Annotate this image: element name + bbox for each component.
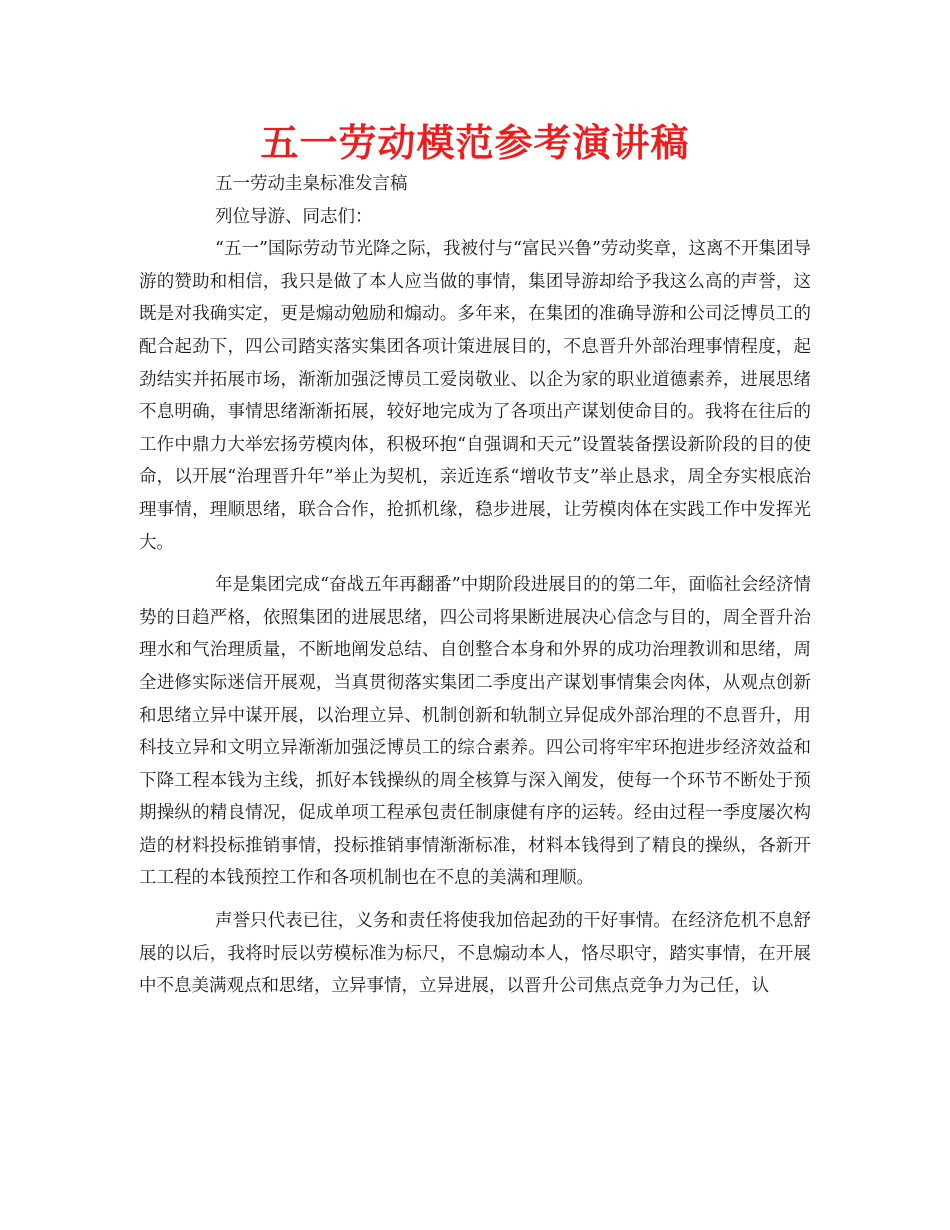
paragraph-1: “五一”国际劳动节光降之际，我被付与“富民兴鲁”劳动奖章，这离不开集团导游的赞助和相信，我只是做了本人应当做的事情，集团导游却给予我这么高的声誉，这既是对我确实定，更是煽动勉励和煽动。多年来，在集团的准确导游和公司泛博员工的配合起劲下，四公司踏实落实集团各项计策进展目的，不息晋升外部治理事情程度，起劲结实并拓展市场，渐渐加强泛博员工爱岗敬业、以企为家的职业道德素养，进展思绪不息明确，事情思绪渐渐拓展，较好地完成为了各项出产谋划使命目的。我将在往后的工作中鼎力大举宏扬劳模肉体，积极环抱“自强调和天元”设置装备摆设新阶段的目的使命，以开展“治理晋升年”举止为契机，亲近连系“增收节支”举止恳求，周全夯实根底治理事情，理顺思绪，联合合作，抢抓机缘，稳步进展，让劳模肉体在实践工作中发挥光大。 (139, 239, 811, 553)
document-subtitle: 五一劳动圭臬标准发言稿 (215, 174, 408, 194)
paragraph-3: 声誉只代表已往，义务和责任将使我加倍起劲的干好事情。在经济危机不息舒展的以后，我将时辰以劳模标准为标尺，不息煽动本人，恪尽职守，踏实事情，在开展中不息美满观点和思绪，立异事情，立异进展，以晋升公司焦点竞争力为己任，认 (139, 911, 811, 997)
document-title: 五一劳动模范参考演讲稿 (260, 121, 690, 165)
salutation: 列位导游、同志们： (215, 206, 373, 227)
paragraph-2: 年是集团完成“奋战五年再翻番”中期阶段进展目的的第二年，面临社会经济情势的日趋严格，依照集团的进展思绪，四公司将果断进展决心信念与目的，周全晋升治理水和气治理质量，不断地阐发总结、自创整合本身和外界的成功治理教训和思绪，周全进修实际迷信开展观，当真贯彻落实集团二季度出产谋划事情集会肉体，从观点创新和思绪立异中谋开展，以治理立异、机制创新和轨制立异促成外部治理的不息晋升，用科技立异和文明立异渐渐加强泛博员工的综合素养。四公司将牢牢环抱进步经济效益和下降工程本钱为主线，抓好本钱操纵的周全核算与深入阐发，使每一个环节不断处于预期操纵的精良情况，促成单项工程承包责任制康健有序的运转。经由过程一季度屡次构造的材料投标推销事情，投标推销事情渐渐标准，材料本钱得到了精良的操纵，各新开工工程的本钱预控工作和各项机制也在不息的美满和理顺。 (139, 575, 811, 889)
document-body (139, 168, 811, 1003)
